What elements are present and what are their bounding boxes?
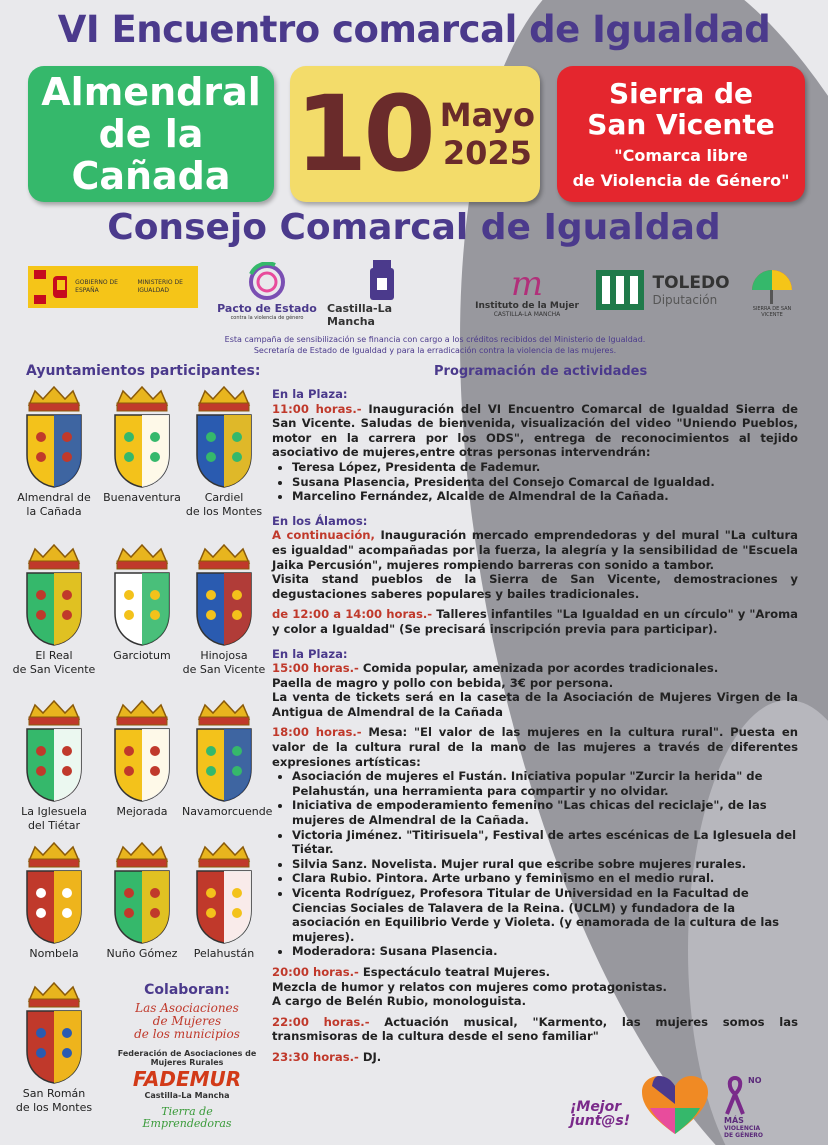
section-heading: En la Plaza: (272, 646, 348, 661)
town-name: San Román (22, 1087, 86, 1100)
program-text: Actuación musical, "Karmento, las mujeres somos las transmisoras de la cultura desde el seno familiar" (272, 1014, 798, 1044)
town-name: Nuño Gómez (106, 947, 178, 960)
region-name-1: Sierra de (608, 77, 754, 110)
coat-of-arms-icon (109, 385, 175, 489)
town-line: Almendral (41, 70, 261, 114)
coat-of-arms-icon (21, 385, 87, 489)
program-time: 15:00 horas.- (272, 661, 359, 676)
instituto-m-icon: m (510, 263, 544, 304)
mejor-line: junt@s! (570, 1113, 631, 1129)
program-entry (272, 725, 798, 769)
program-time: 23:30 horas.- (272, 1049, 359, 1064)
mejor-line: ¡Mejor (570, 1099, 622, 1115)
program-entry (272, 528, 798, 572)
towns-heading: Ayuntamientos participantes: (26, 363, 261, 379)
disclaimer-line: Secretaría de Estado de Igualdad y para la erradicación contra la violencia de las mujeres. (253, 346, 617, 355)
fademur-top: Federación de Asociaciones de Mujeres Rurales (117, 1049, 257, 1067)
region-slogan-1: "Comarca libre (614, 146, 748, 165)
coat-of-arms-icon (191, 543, 257, 647)
town-name: El Real (35, 649, 73, 662)
sierra-logo-text: SIERRA DE SAN VICENTE (752, 306, 792, 318)
town-box (28, 66, 274, 202)
town-line: Cañada (71, 154, 231, 198)
town-shield (12, 699, 96, 833)
town-shield (12, 841, 96, 961)
town-shield (100, 841, 184, 961)
list-item: • Iniciativa de empoderamiento femenino "Las chicas del reciclaje", de las mujeres de Almendral de la Cañada. (292, 798, 798, 827)
program-text: DJ. (358, 1049, 382, 1064)
sponsor-logos (22, 256, 812, 328)
town-shield (12, 981, 96, 1115)
town-name: Navamorcuende (182, 805, 273, 818)
instituto-sub: CASTILLA-LA MANCHA (493, 310, 561, 318)
town-name: de San Vicente (182, 663, 266, 676)
coat-of-arms-icon (191, 841, 257, 945)
asoc-line: de Mujeres (152, 1014, 222, 1028)
list-item: • Asociación de mujeres el Fustán. Iniciativa popular "Zurcir la herida" de Pelahustán, una herramienta para compartir y no olvidar. (292, 769, 798, 798)
fademur-sub: Castilla-La Mancha (144, 1091, 230, 1100)
coat-of-arms-icon (21, 543, 87, 647)
town-shield (182, 543, 266, 677)
event-title: VI Encuentro comarcal de Igualdad (57, 8, 771, 51)
panel-list (292, 769, 798, 959)
town-name: La Iglesuela (21, 805, 87, 818)
coat-of-arms-icon (109, 699, 175, 803)
instituto-text: Instituto de la Mujer (475, 300, 579, 311)
fademur-logo (112, 1049, 262, 1100)
fademur-text: FADEMUR (132, 1067, 242, 1091)
list-item: • Moderadora: Susana Plasencia. (292, 944, 798, 959)
town-name: de San Vicente (12, 663, 96, 676)
funding-disclaimer (120, 334, 750, 356)
coat-of-arms-icon (191, 385, 257, 489)
mejor-juntas-text (570, 1100, 630, 1128)
program-list (272, 383, 798, 1065)
town-name: Nombela (29, 947, 79, 960)
program-time: 11:00 horas.- (272, 401, 362, 416)
town-name: de los Montes (15, 1101, 93, 1114)
coat-of-arms-icon (109, 543, 175, 647)
gobierno-logo (28, 266, 198, 308)
list-item: • Silvia Sanz. Novelista. Mujer rural que escribe sobre mujeres rurales. (292, 857, 798, 872)
pacto-icon (245, 262, 289, 302)
town-name: del Tiétar (27, 819, 81, 832)
umbrella-icon (749, 266, 795, 306)
town-shield (182, 699, 273, 819)
date-box (290, 66, 540, 202)
program-entry (272, 965, 798, 980)
nomas-line: NO (748, 1076, 762, 1085)
program-text: La venta de tickets será en la caseta de la Asociación de Mujeres Virgen de la Antigua de Almendral de la Cañada (272, 690, 798, 719)
town-shield (100, 699, 184, 819)
town-name: la Cañada (26, 505, 82, 518)
toledo-text-block (652, 273, 729, 307)
coat-of-arms-icon (21, 981, 87, 1085)
castle-icon (365, 256, 399, 302)
program-text: Paella de magro y pollo con bebida, 3€ por persona. (272, 675, 614, 690)
program-text: Visita stand pueblos de la Sierra de San Vicente, demostraciones y degustaciones saberes populares y bailes tradicionales. (272, 572, 798, 601)
nomas-line: MÁS (724, 1116, 744, 1125)
town-name: Cardiel (204, 491, 244, 504)
disclaimer-line: Esta campaña de sensibilización se financia con cargo a los créditos recibidos del Ministerio de Igualdad. (224, 335, 646, 344)
asoc-line: de los municipios (134, 1027, 240, 1041)
sierra-logo (744, 256, 800, 328)
town-name: Hinojosa (200, 649, 248, 662)
nomas-line: VIOLENCIA (724, 1125, 761, 1132)
program-heading: Programación de actividades (434, 364, 648, 379)
collab-associations (112, 1002, 262, 1041)
date-day: 10 (294, 73, 432, 195)
diputacion-text: Diputación (652, 293, 718, 307)
ribbon-icon (724, 1076, 746, 1116)
program-entry (272, 402, 798, 460)
list-item: • Victoria Jiménez. "Titirisuela", Festival de artes escénicas de La Iglesuela del Tiétar. (292, 828, 798, 857)
program-entry (272, 1015, 798, 1044)
town-name: Mejorada (116, 805, 168, 818)
coat-of-arms-icon (191, 699, 257, 803)
list-item: • Clara Rubio. Pintora. Arte urbano y feminismo en el medio rural. (292, 871, 798, 886)
list-item: • Vicenta Rodríguez, Profesora Titular de Universidad en la Facultad de Ciencias Sociales de Talavera de la Reina. (UCLM) y fundadora de la asociación en Equilibrio Verde y Violeta. (y enamorada de la cultura de las mujeres). (292, 886, 798, 944)
town-name: Pelahustán (193, 947, 255, 960)
program-text: Mesa: "El valor de las mujeres en la cultura rural". Puesta en valor de la cultura rural de la mano de las mujeres a través de diferentes expresiones artísticas: (272, 725, 798, 769)
town-shield (12, 543, 96, 677)
list-item: • Susana Plasencia, Presidenta del Consejo Comarcal de Igualdad. (292, 475, 798, 490)
region-name-2: San Vicente (587, 108, 775, 141)
town-shield (182, 841, 266, 961)
program-time: A continuación, (272, 528, 375, 543)
region-slogan-2: de Violencia de Género" (572, 171, 790, 190)
coat-of-arms-icon (21, 699, 87, 803)
pacto-logo (217, 256, 317, 326)
coat-of-arms-icon (109, 841, 175, 945)
ministerio-text: MINISTERIO DE IGUALDAD (137, 279, 183, 294)
instituto-logo (462, 260, 592, 324)
clm-logo (327, 256, 437, 328)
coat-of-arms-icon (50, 272, 67, 302)
section-heading: En los Álamos: (272, 513, 368, 528)
date-year: 2025 (442, 134, 532, 172)
program-text: Comida popular, amenizada por acordes tradicionales. (358, 661, 719, 676)
town-shield (182, 385, 266, 519)
program-time: 20:00 horas.- (272, 964, 359, 979)
spain-flag-icon (34, 270, 46, 304)
program-time: de 12:00 a 14:00 horas.- (272, 607, 433, 622)
program-time: 18:00 horas.- (272, 725, 362, 740)
town-shield (12, 385, 96, 519)
collab-title: Colaboran: (144, 982, 230, 998)
toledo-text: TOLEDO (652, 273, 730, 293)
program-text: Talleres infantiles "La Igualdad en un círculo" y "Aroma y color a Igualdad" (Se precisará inscripción previa para participar). (272, 607, 798, 636)
list-item: • Marcelino Fernández, Alcalde de Almendral de la Cañada. (292, 489, 798, 504)
speaker-list (292, 460, 798, 504)
date-month: Mayo (439, 96, 536, 134)
region-box (557, 66, 805, 202)
heart-icon (640, 1074, 710, 1138)
asoc-line: Las Asociaciones (135, 1001, 239, 1015)
town-shield (100, 543, 184, 663)
date-month-year (440, 96, 535, 172)
coat-of-arms-icon (21, 841, 87, 945)
clm-text: Castilla-La Mancha (327, 302, 393, 328)
tierra-emprendedoras-logo (112, 1106, 262, 1130)
program-text: Mezcla de humor y relatos con mujeres como protagonistas. (272, 979, 667, 994)
program-text: A cargo de Belén Rubio, monologuista. (272, 994, 527, 1009)
program-entry (272, 607, 798, 636)
program-text: Inauguración mercado emprendedoras y del mural "La cultura es igualdad" acompañadas por la fuerza, la alegría y la sensibilidad de "Escuela Jaika Percusión", mujeres rompiendo barreras con sonido a tambor. (272, 528, 798, 572)
gobierno-text: GOBIERNO DE ESPAÑA (75, 279, 118, 294)
toledo-logo (582, 264, 742, 316)
section-heading: En la Plaza: (272, 387, 348, 401)
toledo-icon (594, 268, 646, 312)
program-text: Espectáculo teatral Mujeres. (358, 964, 551, 979)
tierra-line: Emprendedoras (142, 1117, 232, 1130)
pacto-text: Pacto de Estado (217, 301, 317, 315)
pacto-sub: contra la violencia de género (230, 314, 304, 321)
list-item: • Teresa López, Presidenta de Fademur. (292, 460, 798, 475)
town-name: Almendral de (17, 491, 91, 504)
collaborators (112, 982, 262, 1130)
council-title: Consejo Comarcal de Igualdad (107, 207, 721, 248)
nomas-line: DE GÉNERO (724, 1132, 764, 1139)
program-entry (272, 1050, 798, 1065)
town-line: de la (98, 112, 204, 156)
program-entry (272, 661, 798, 676)
program-text: Inauguración del VI Encuentro Comarcal de Igualdad Sierra de San Vicente. Saludas de bienvenida, visualización del video "Uniendo Pueblos, motor en la carrera por los ODS", entrega de reconocimientos al tejido asociativo de mujeres,entre otras personas intervendrán: (272, 401, 798, 460)
town-shield (100, 385, 184, 505)
town-name: Garciotum (113, 649, 171, 662)
tierra-line: Tierra de (161, 1105, 213, 1118)
town-name: Buenaventura (103, 491, 181, 504)
town-name: de los Montes (185, 505, 263, 518)
program-time: 22:00 horas.- (272, 1014, 370, 1029)
no-mas-violencia-logo (724, 1076, 763, 1139)
